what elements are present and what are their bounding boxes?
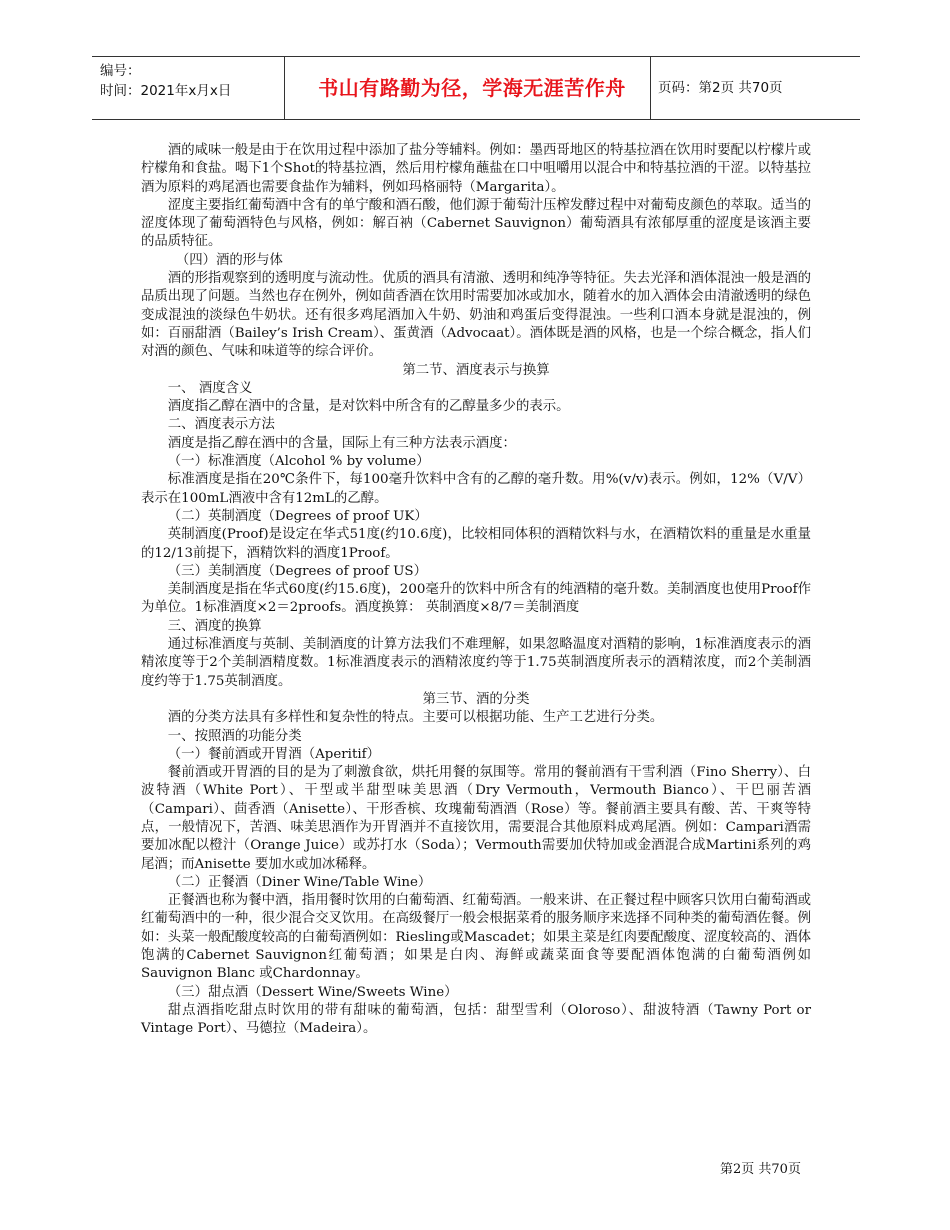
paragraph: 美制酒度是指在华式60度(约15.6度)，200毫升的饮料中所含有的纯酒精的毫升数。美制酒度也使用Proof作为单位。1标准酒度×2＝2proofs。酒度换算： 英制酒度×8/7＝美制酒度 <box>141 582 811 616</box>
paragraph: 酒度指乙醇在酒中的含量，是对饮料中所含有的乙醇量多少的表示。 <box>167 399 570 415</box>
subsection-heading: 二、酒度表示方法 <box>167 417 275 433</box>
paragraph: 涩度主要指红葡萄酒中含有的单宁酸和酒石酸，他们源于葡萄汁压榨发酵过程中对葡萄皮颜色的萃取。适当的涩度体现了葡萄酒特色与风格，例如：解百衲（Cabernet Sauvignon）葡萄酒具有浓郁厚重的涩度是该酒主要的品质特征。 <box>141 197 811 250</box>
subsection-heading: （三）美制酒度（Degrees of proof US） <box>167 563 427 579</box>
document-body <box>141 142 811 1039</box>
header-meta <box>100 61 231 101</box>
subsection-heading: 一、按照酒的功能分类 <box>167 728 302 744</box>
paragraph: 酒度是指乙醇在酒中的含量，国际上有三种方法表示酒度： <box>167 435 516 451</box>
subsection-heading: 一、 酒度含义 <box>167 380 253 396</box>
paragraph: 英制酒度(Proof)是设定在华式51度(约10.6度)，比较相同体积的酒精饮料与水，在酒精饮料的重量是水重量的12/13前提下，酒精饮料的酒度1Proof。 <box>141 527 811 561</box>
paragraph: 正餐酒也称为餐中酒，指用餐时饮用的白葡萄酒、红葡萄酒。一般来讲、在正餐过程中顾客只饮用白葡萄酒或红葡萄酒中的一种，很少混合交叉饮用。在高级餐厅一般会根据菜肴的服务顺序来选择不同种类的葡萄酒佐餐。例如：头菜一般配酸度较高的白葡萄酒例如：Riesling或Mascadet；如果主菜是红肉要配酸度、涩度较高的、酒体饱满的Cabernet Sauvignon红葡萄酒；如果是白肉、海鲜或蔬菜面食等要配酒体饱满的白葡萄酒例如Sauvignon Blanc 或Chardonnay。 <box>141 893 811 982</box>
section-heading: 第三节、酒的分类 <box>422 691 530 707</box>
page-header <box>92 56 860 120</box>
subsection-heading: （一）标准酒度（Alcohol % by volume） <box>167 454 430 470</box>
subsection-heading: 三、酒度的换算 <box>167 618 262 634</box>
paragraph: 酒的咸味一般是由于在饮用过程中添加了盐分等辅料。例如：墨西哥地区的特基拉酒在饮用时要配以柠檬片或柠檬角和食盐。喝下1个Shot的特基拉酒，然后用柠檬角蘸盐在口中咀嚼用以混合中和特基拉酒的干涩。以特基拉酒为原料的鸡尾酒也需要食盐作为辅料，例如玛格丽特（Margarita）。 <box>141 143 811 195</box>
section-heading: 第二节、酒度表示与换算 <box>402 362 550 378</box>
header-page-number: 页码：第2页 共70页 <box>658 80 783 96</box>
paragraph: 甜点酒指吃甜点时饮用的带有甜味的葡萄酒，包括：甜型雪利（Oloroso）、甜波特酒（Tawny Port or Vintage Port）、马德拉（Madeira）。 <box>141 1002 811 1037</box>
paragraph: 餐前酒或开胃酒的目的是为了刺激食欲，烘托用餐的氛围等。常用的餐前酒有干雪利酒（Fino Sherry）、白波特酒（White Port）、干型或半甜型味美思酒（Dry Vermouth，Vermouth Bianco）、干巴丽苦酒（Campari）、茴香酒（Anisette）、干形香槟、玫瑰葡萄酒酒（Rose）等。餐前酒主要具有酸、苦、干爽等特点，一般情况下，苦酒、味美思酒作为开胃酒并不直接饮用，需要混合其他原料成鸡尾酒。例如：Campari酒需要加冰配以橙汁（Orange Juice）或苏打水（Soda）；Vermouth需要加伏特加或金酒混合成Martini系列的鸡尾酒；而Anisette 要加水或加冰稀释。 <box>141 765 811 872</box>
paragraph: 通过标准酒度与英制、美制酒度的计算方法我们不难理解，如果忽略温度对酒精的影响，1标准酒度表示的酒精浓度等于2个美制酒精度数。1标准酒度表示的酒精浓度约等于1.75英制酒度所表示的酒精浓度，而2个美制酒度约等于1.75英制酒度。 <box>141 637 811 689</box>
page-footer: 第2页 共70页 <box>720 1162 801 1177</box>
subsection-heading: （一）餐前酒或开胃酒（Aperitif） <box>167 746 380 762</box>
paragraph: 酒的形指观察到的透明度与流动性。优质的酒具有清澈、透明和纯净等特征。失去光泽和酒体混浊一般是酒的品质出现了问题。当然也存在例外，例如茴香酒在饮用时需要加冰或加水，随着水的加入酒体会由清澈透明的绿色变成混浊的淡绿色牛奶状。还有很多鸡尾酒加入牛奶、奶油和鸡蛋后变得混浊。一些利口酒本身就是混浊的，例如：百丽甜酒（Bailey’s Irish Cream）、蛋黄酒（Advocaat）。酒体既是酒的风格，也是一个综合概念，指人们对酒的颜色、气味和味道等的综合评价。 <box>141 271 811 360</box>
subsection-heading: （二）英制酒度（Degrees of proof UK） <box>167 508 428 524</box>
document-number-label: 编号： <box>100 63 141 79</box>
subsection-heading: （三）甜点酒（Dessert Wine/Sweets Wine） <box>167 984 458 1000</box>
header-divider-left <box>284 57 285 119</box>
paragraph: 酒的分类方法具有多样性和复杂性的特点。主要可以根据功能、生产工艺进行分类。 <box>167 710 664 726</box>
paragraph: 标准酒度是指在20℃条件下，每100毫升饮料中含有的乙醇的毫升数。用%(v/v)表示。例如，12%（V/V）表示在100mL酒液中含有12mL的乙醇。 <box>141 472 811 506</box>
subsection-heading: （二）正餐酒（Diner Wine/Table Wine） <box>167 874 432 890</box>
subsection-heading: （四）酒的形与体 <box>175 252 283 268</box>
header-motto: 书山有路勤为径，学海无涯苦作舟 <box>318 76 626 100</box>
document-date: 时间：2021年x月x日 <box>100 83 232 99</box>
header-divider-right <box>650 57 651 119</box>
